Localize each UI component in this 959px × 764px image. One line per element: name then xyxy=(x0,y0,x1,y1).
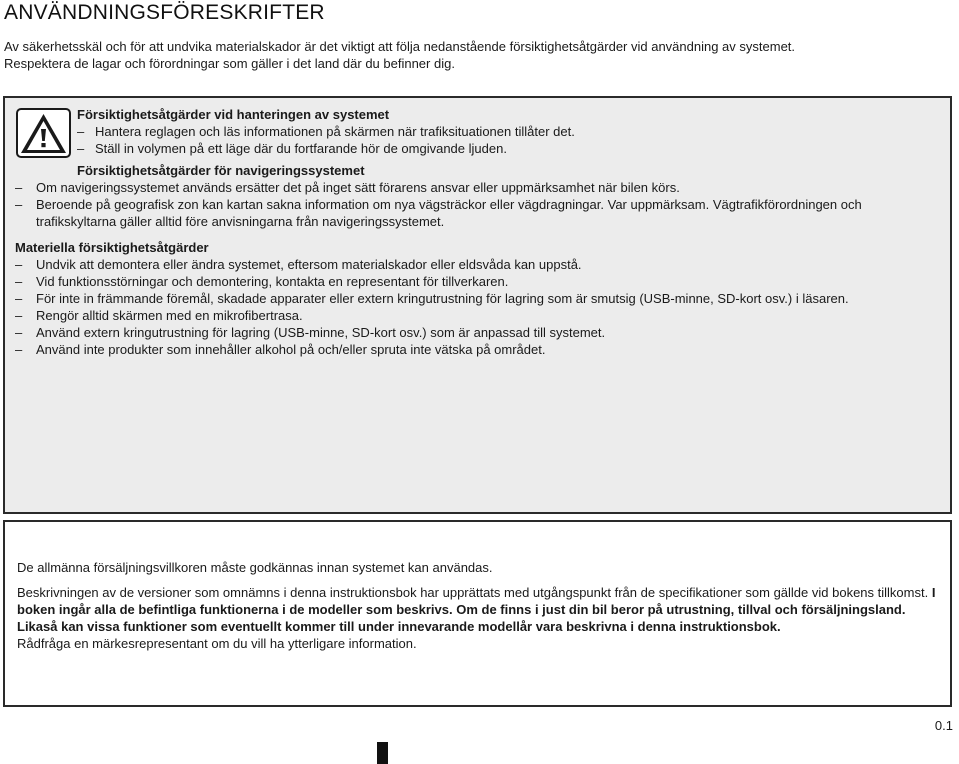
dash: – xyxy=(15,342,23,357)
dash: – xyxy=(77,124,85,139)
dash: – xyxy=(15,274,23,289)
list-item: – Om navigeringssystemet används ersätter det på inget sätt förarens ansvar eller uppmärksamhet när bilen körs. xyxy=(15,180,680,195)
dash: – xyxy=(15,197,23,212)
warning-triangle-icon xyxy=(16,108,71,158)
page-number: 0.1 xyxy=(934,718,953,733)
dash: – xyxy=(15,180,23,195)
contact-paragraph: Rådfråga en märkesrepresentant om du vill ha ytterligare information. xyxy=(17,636,417,651)
navigation-precautions xyxy=(15,179,945,230)
list-item: – Använd extern kringutrustning för lagring (USB-minne, SD-kort osv.) som är anpassad till systemet. xyxy=(15,325,606,340)
dash: – xyxy=(77,141,85,156)
warning-box xyxy=(3,96,952,514)
list-item: – Använd inte produkter som innehåller alkohol på och/eller spruta inte vätska på området. xyxy=(15,342,546,357)
terms-paragraph: De allmänna försäljningsvillkoren måste godkännas innan systemet kan användas. xyxy=(17,560,493,575)
section-heading: Materiella försiktighetsåtgärder xyxy=(15,240,209,255)
list-item: – Vid funktionsstörningar och demontering, kontakta en representant för tillverkaren. xyxy=(15,274,509,289)
intro-line-2: Respektera de lagar och förordningar som gäller i det land där du befinner dig. xyxy=(4,56,455,71)
section-heading: Försiktighetsåtgärder för navigeringssystemet xyxy=(77,163,365,178)
dash: – xyxy=(15,308,23,323)
list-item: – Undvik att demontera eller ändra systemet, eftersom materialskador eller eldsvåda kan uppstå. xyxy=(15,257,582,272)
dash: – xyxy=(15,257,23,272)
list-item: – Ställ in volymen på ett läge där du fortfarande hör de omgivande ljuden. xyxy=(77,141,507,156)
page-marker xyxy=(377,742,388,764)
page-title: ANVÄNDNINGSFÖRESKRIFTER xyxy=(4,1,325,24)
list-item: – Hantera reglagen och läs informationen på skärmen när trafiksituationen tillåter det. xyxy=(77,124,575,139)
dash: – xyxy=(15,291,23,306)
section-heading: Försiktighetsåtgärder vid hanteringen av systemet xyxy=(77,107,390,122)
dash: – xyxy=(15,325,23,340)
info-box xyxy=(3,520,952,707)
intro-text xyxy=(4,38,954,72)
handling-precautions xyxy=(77,106,937,157)
versions-paragraph: Beskrivningen av de versioner som omnämns i denna instruktionsbok har upprättats med utgångspunkt från de specifikationer som gällde vid bokens tillkomst. I boken ingår alla de befintliga funktionerna i de modeller som beskrivs. Om de finns i just din bil beror på utrustning, tillval och försäljningsland. Likaså kan vissa funktioner som eventuellt kommer till under innevarande modellår vara beskrivna i denna instruktionsbok. xyxy=(17,585,936,634)
material-precautions xyxy=(15,256,945,358)
intro-line-1: Av säkerhetsskäl och för att undvika materialskador är det viktigt att följa nedanstående försiktighetsåtgärder vid användning av systemet. xyxy=(4,39,796,54)
info-text xyxy=(17,559,942,652)
list-item: – Rengör alltid skärmen med en mikrofibertrasa. xyxy=(15,308,303,323)
list-item: – Beroende på geografisk zon kan kartan sakna information om nya vägsträckor eller vägdragningar. Var uppmärksam. Vägtrafikförordningen och trafikskyltarna gäller alltid före anvisningarna från navigeringssystemet. xyxy=(15,197,862,229)
list-item: – För inte in främmande föremål, skadade apparater eller extern kringutrustning för lagring som är smutsig (USB-minne, SD-kort osv.) i läsaren. xyxy=(15,291,849,306)
